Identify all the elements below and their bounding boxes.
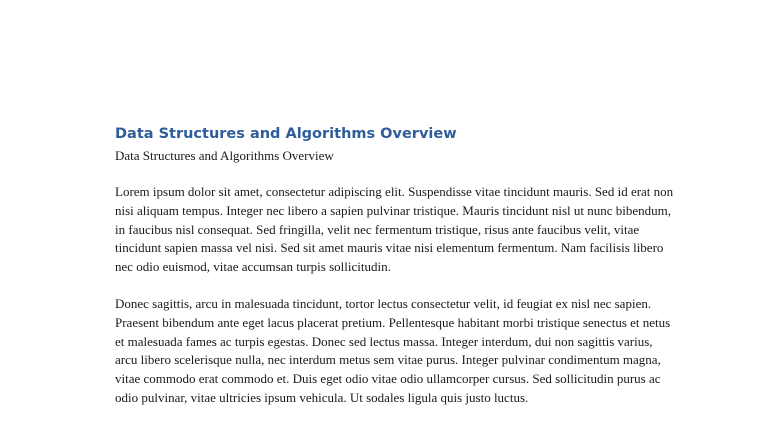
paragraph-2: Donec sagittis, arcu in malesuada tincidunt, tortor lectus consectetur velit, id feugiat ex nisl nec sapien. Praesent bibendum ante eget lacus placerat pretium. Pellentesque habitant morbi tristique senectus et netus et malesuada fames ac turpis egestas. Donec sed lectus massa. Integer interdum, dui non sagittis varius, arcu libero scelerisque nulla, nec interdum metus sem vitae purus. Integer pulvinar condimentum magna, vitae commodo erat commodo et. Duis eget odio vitae odio ullamcorper cursus. Sed sollicitudin purus ac odio pulvinar, vitae ultricies ipsum vehicula. Ut sodales ligula quis justo luctus.: [115, 295, 671, 405]
paragraph-1: Lorem ipsum dolor sit amet, consectetur adipiscing elit. Suspendisse vitae tincidunt mauris. Sed id erat non nisi aliquam tempus. Integer nec libero a sapien pulvinar tristique. Mauris tincidunt nisl ut nunc bibendum, in faucibus nisl consequat. Sed fringilla, velit nec fermentum tristique, risus ante faucibus velit, vitae tincidunt sapien massa vel nisi. Sed sit amet mauris vitae nisi elementum fermentum. Nam facilisis libero nec odio euismod, vitae accumsan turpis sollicitudin.: [115, 184, 674, 275]
document-subtitle: Data Structures and Algorithms Overview: [115, 148, 334, 163]
document-body: [115, 124, 675, 408]
document-heading: Data Structures and Algorithms Overview: [115, 126, 457, 142]
